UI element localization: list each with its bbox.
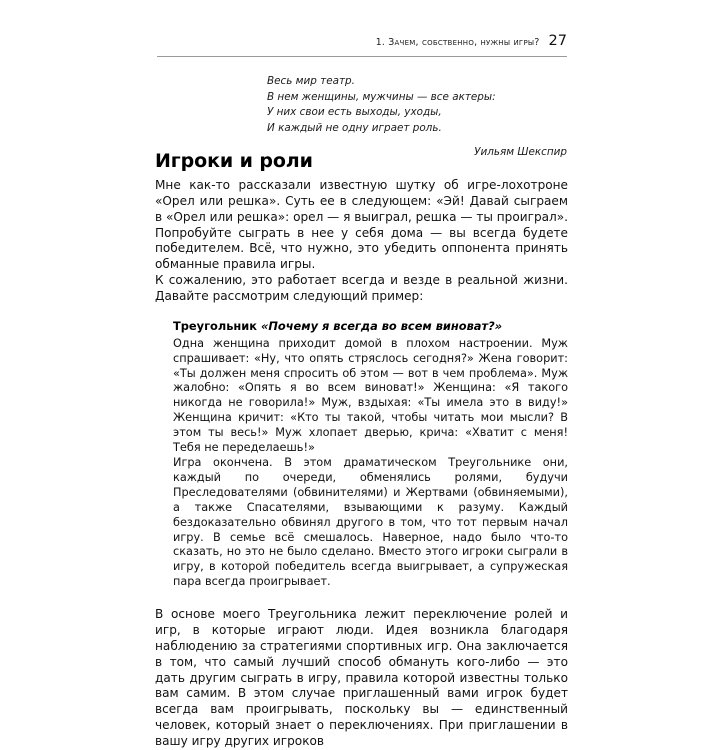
body-paragraph: Мне как-то рассказали известную шутку об игре-лохотроне «Орел или решка». Суть ее в следующем: «Эй! Давай сыграем в «Орел или решка»: орел — я выиграл, решка — ты проиграл». Попробуйте сыграть в нее у себя дома — вы всегда будете победителем. Всё, что нужно, это убедить оппонента принять обманные правила игры. <box>155 178 569 272</box>
running-head <box>157 33 567 55</box>
text-column <box>155 150 568 750</box>
epigraph-line: И каждый не одну играет роль. <box>267 121 442 134</box>
example-paragraph: Одна женщина приходит домой в плохом настроении. Муж спрашивает: «Ну, что опять стряслось сегодня?» Жена говорит: «Ты должен меня спросить об этом — вот в чем проблема». Муж жалобно: «Опять я во всем виноват!» Женщина: «Я такого никогда не говорила!» Муж, вздыхая: «Ты имела это в виду!» Женщина кричит: «Кто ты такой, чтобы читать мои мысли? В этом ты весь!» Муж хлопает дверью, крича: «Хватит с меня! Тебя не переделаешь!» <box>173 336 568 455</box>
closing-paragraph: В основе моего Треугольника лежит переключение ролей и игр, в которые играют люди. Идея возникла благодаря наблюдению за стратегиями спортивных игр. Она заключается в том, что самый лучший способ обмануть кого-либо — это дать другим сыграть в игру, правила которой известны только вам самим. В этом случае приглашенный вами игрок будет всегда вам проигрывать, поскольку вы — единственный человек, который знает о переключениях. При приглашении в вашу игру других игроков <box>155 607 568 748</box>
example-heading-quoted: «Почему я всегда во всем виноват?» <box>260 318 503 333</box>
epigraph <box>267 74 567 161</box>
epigraph-line: В нем женщины, мужчины — все актеры: <box>267 90 496 103</box>
running-head-chapter-title: 1. Зачем, собственно, нужны игры? <box>375 37 540 48</box>
example-block <box>173 319 568 590</box>
example-paragraph: Игра окончена. В этом драматическом Треугольнике они, каждый по очереди, обменялись ролями, будучи Преследователями (обвинителями) и Жертвами (обвиняемыми), а также Спасателями, взывающими к разуму. Каждый бездоказательно обвинял другого в том, что тот первым начал игру. В семье всё смешалось. Наверное, надо было что-то сказать, но это не было сделано. Вместо этого игроки сыграли в игру, в которой победитель всегда выигрывает, а супружеская пара всегда проигрывает. <box>173 456 568 589</box>
body-paragraph: К сожалению, это работает всегда и везде в реальной жизни. Давайте рассмотрим следующий пример: <box>155 273 568 303</box>
example-heading-prefix: Треугольник <box>173 318 261 333</box>
example-heading <box>173 319 568 334</box>
epigraph-line: Весь мир театр. <box>267 75 355 87</box>
epigraph-attribution: Уильям Шекспир <box>474 146 567 159</box>
section-heading: Игроки и роли <box>155 150 313 172</box>
epigraph-line: У них свои есть выходы, уходы, <box>267 106 442 119</box>
page-number: 27 <box>548 33 567 49</box>
header-divider-rule <box>157 56 567 57</box>
